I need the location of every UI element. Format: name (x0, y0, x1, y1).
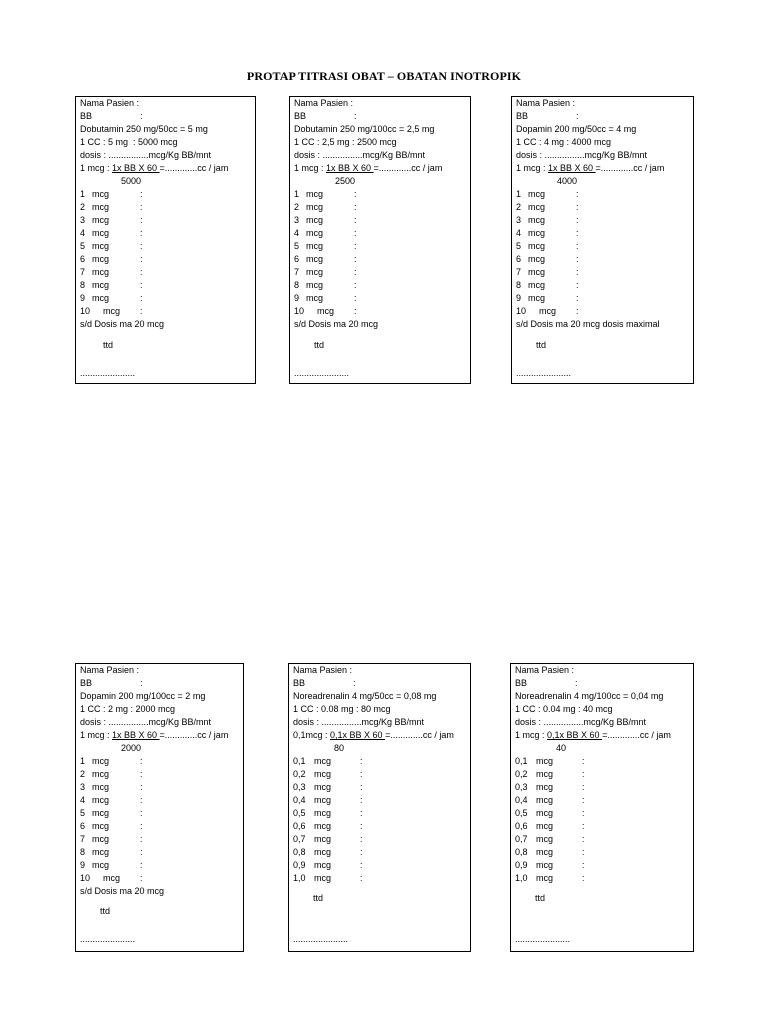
dose-value: 5 (294, 241, 300, 251)
drug-concentration: Dobutamin 250 mg/50cc = 5 mg (80, 124, 208, 134)
signature-label: ttd (535, 893, 546, 903)
dose-unit: mcg (536, 821, 554, 831)
dose-colon: : (360, 821, 363, 831)
dose-value: 0,3 (515, 782, 528, 792)
dose-value: 0,5 (293, 808, 306, 818)
page-title: PROTAP TITRASI OBAT – OBATAN INOTROPIK (246, 69, 522, 83)
signature-line: ...................... (80, 934, 136, 944)
dose-value: 3 (294, 215, 300, 225)
dose-colon: : (582, 821, 585, 831)
dose-colon: : (360, 756, 363, 766)
weight-label: BB (516, 111, 529, 121)
dose-colon: : (354, 267, 357, 277)
cc-conversion: 1 CC : 0.04 mg : 40 mcg (515, 704, 613, 714)
dose-unit: mcg (528, 267, 546, 277)
dose-value: 6 (80, 821, 86, 831)
dose-value: 1,0 (293, 873, 306, 883)
dose-value: 1 (80, 189, 86, 199)
dose-unit: mcg (314, 769, 332, 779)
dose-value: 1 (516, 189, 522, 199)
dose-unit: mcg (306, 202, 324, 212)
weight-label: BB (293, 678, 306, 688)
dose-colon: : (140, 782, 143, 792)
dose-colon: : (140, 795, 143, 805)
dose-colon: : (582, 873, 585, 883)
dose-value: 3 (80, 215, 86, 225)
patient-name-label: Nama Pasien : (80, 98, 140, 108)
formula-result: =.............cc / jam (595, 163, 665, 173)
dose-unit: mcg (92, 293, 110, 303)
patient-name-label: Nama Pasien : (293, 665, 353, 675)
dose-value: 0,1 (293, 756, 306, 766)
dose-unit: mcg (92, 769, 110, 779)
formula-denominator: 4000 (557, 176, 578, 186)
dose-colon: : (576, 293, 579, 303)
signature-label: ttd (103, 340, 114, 350)
dose-unit: mcg (92, 280, 110, 290)
dose-colon: : (140, 189, 143, 199)
dose-colon: : (140, 306, 143, 316)
formula-numerator: 0,1x BB X 60 (547, 730, 603, 740)
dose-unit: mcg (528, 228, 546, 238)
formula-result: =.............cc / jam (159, 730, 229, 740)
formula-numerator: 1x BB X 60 (112, 730, 160, 740)
formula-prefix: 1 mcg : (80, 730, 113, 740)
dose-colon: : (576, 280, 579, 290)
dose-colon: : (576, 202, 579, 212)
dose-unit: mcg (536, 847, 554, 857)
dose-unit: mcg (306, 241, 324, 251)
dose-unit: mcg (317, 306, 335, 316)
dose-value: 7 (80, 834, 86, 844)
signature-line: ...................... (515, 934, 571, 944)
dose-colon: : (582, 756, 585, 766)
dose-unit: mcg (536, 834, 554, 844)
dose-colon: : (140, 215, 143, 225)
formula-prefix: 0,1mcg : (293, 730, 331, 740)
dose-value: 2 (294, 202, 300, 212)
dose-unit: mcg (92, 241, 110, 251)
dose-colon: : (354, 280, 357, 290)
dose-colon: : (354, 215, 357, 225)
dose-field: dosis : ................mcg/Kg BB/mnt (293, 717, 425, 727)
dose-value: 2 (80, 202, 86, 212)
dose-value: 3 (80, 782, 86, 792)
dose-colon: : (582, 860, 585, 870)
dose-colon: : (140, 254, 143, 264)
dose-unit: mcg (92, 834, 110, 844)
dose-colon: : (576, 241, 579, 251)
weight-colon: : (354, 111, 357, 121)
cc-conversion: 1 CC : 0.08 mg : 80 mcg (293, 704, 391, 714)
dose-colon: : (360, 795, 363, 805)
weight-colon: : (140, 678, 143, 688)
cc-conversion: 1 CC : 2 mg : 2000 mcg (80, 704, 176, 714)
dose-unit: mcg (306, 254, 324, 264)
patient-name-label: Nama Pasien : (80, 665, 140, 675)
max-dose-note: s/d Dosis ma 20 mcg (294, 319, 379, 329)
dose-colon: : (354, 306, 357, 316)
dose-colon: : (582, 847, 585, 857)
dose-colon: : (360, 769, 363, 779)
signature-line: ...................... (80, 368, 136, 378)
patient-name-label: Nama Pasien : (516, 98, 576, 108)
dose-colon: : (576, 215, 579, 225)
dose-colon: : (140, 280, 143, 290)
dose-unit: mcg (314, 782, 332, 792)
dose-unit: mcg (528, 280, 546, 290)
signature-line: ...................... (516, 368, 572, 378)
formula-result: =.............cc / jam (385, 730, 454, 740)
dose-unit: mcg (103, 873, 121, 883)
dose-colon: : (354, 254, 357, 264)
dose-colon: : (576, 228, 579, 238)
dose-unit: mcg (92, 847, 110, 857)
titration-card (289, 96, 471, 384)
drug-concentration: Dopamin 200 mg/100cc = 2 mg (80, 691, 206, 701)
dose-colon: : (140, 834, 143, 844)
dose-colon: : (140, 202, 143, 212)
dose-colon: : (354, 293, 357, 303)
dose-value: 1 (294, 189, 300, 199)
dose-value: 0,5 (515, 808, 528, 818)
dose-colon: : (140, 228, 143, 238)
formula-numerator: 0,1x BB X 60 (330, 730, 386, 740)
titration-card (511, 96, 694, 384)
dose-value: 4 (80, 795, 86, 805)
dose-value: 5 (516, 241, 522, 251)
cc-conversion: 1 CC : 2,5 mg : 2500 mcg (294, 137, 397, 147)
rate-formula (80, 162, 228, 175)
cc-conversion: 1 CC : 5 mg : 5000 mcg (80, 137, 178, 147)
dose-unit: mcg (314, 834, 332, 844)
dose-unit: mcg (92, 254, 110, 264)
weight-label: BB (515, 678, 528, 688)
dose-unit: mcg (306, 267, 324, 277)
dose-value: 0,2 (515, 769, 528, 779)
titration-card (510, 663, 694, 952)
dose-unit: mcg (314, 795, 332, 805)
dose-unit: mcg (314, 821, 332, 831)
dose-value: 0,4 (293, 795, 306, 805)
dose-value: 10 (80, 873, 91, 883)
weight-colon: : (353, 678, 356, 688)
signature-label: ttd (314, 340, 325, 350)
formula-prefix: 1 mcg : (516, 163, 549, 173)
dose-colon: : (354, 189, 357, 199)
dose-value: 2 (516, 202, 522, 212)
dose-colon: : (354, 228, 357, 238)
signature-label: ttd (313, 893, 324, 903)
dose-value: 0,9 (293, 860, 306, 870)
dose-value: 7 (516, 267, 522, 277)
dose-unit: mcg (536, 769, 554, 779)
cc-conversion: 1 CC : 4 mg : 4000 mcg (516, 137, 612, 147)
dose-colon: : (360, 847, 363, 857)
drug-concentration: Dopamin 200 mg/50cc = 4 mg (516, 124, 637, 134)
dose-value: 9 (294, 293, 300, 303)
dose-value: 0,7 (293, 834, 306, 844)
dose-colon: : (140, 847, 143, 857)
dose-unit: mcg (528, 254, 546, 264)
dose-value: 7 (294, 267, 300, 277)
dose-value: 6 (80, 254, 86, 264)
dose-value: 8 (294, 280, 300, 290)
dose-value: 9 (516, 293, 522, 303)
dose-unit: mcg (536, 808, 554, 818)
rate-formula (516, 162, 664, 175)
rate-formula (294, 162, 442, 175)
dose-value: 10 (516, 306, 527, 316)
titration-card (75, 663, 244, 952)
dose-colon: : (576, 189, 579, 199)
dose-unit: mcg (536, 782, 554, 792)
dose-unit: mcg (92, 795, 110, 805)
signature-label: ttd (100, 906, 111, 916)
dose-unit: mcg (92, 808, 110, 818)
dose-value: 0,2 (293, 769, 306, 779)
dose-value: 0,3 (293, 782, 306, 792)
dose-value: 6 (294, 254, 300, 264)
formula-result: =.............cc / jam (602, 730, 671, 740)
dose-unit: mcg (92, 228, 110, 238)
dose-unit: mcg (314, 873, 332, 883)
dose-colon: : (360, 873, 363, 883)
weight-label: BB (80, 111, 93, 121)
formula-denominator: 5000 (121, 176, 142, 186)
dose-value: 4 (294, 228, 300, 238)
dose-value: 0,8 (293, 847, 306, 857)
dose-unit: mcg (92, 189, 110, 199)
dose-value: 5 (80, 808, 86, 818)
dose-unit: mcg (536, 873, 554, 883)
dose-unit: mcg (528, 293, 546, 303)
rate-formula (515, 729, 671, 742)
dose-colon: : (354, 202, 357, 212)
dose-unit: mcg (306, 228, 324, 238)
dose-value: 10 (80, 306, 91, 316)
dose-colon: : (582, 782, 585, 792)
dose-unit: mcg (536, 860, 554, 870)
drug-concentration: Dobutamin 250 mg/100cc = 2,5 mg (294, 124, 435, 134)
dose-value: 7 (80, 267, 86, 277)
dose-unit: mcg (92, 202, 110, 212)
dose-value: 0,9 (515, 860, 528, 870)
dose-value: 0,1 (515, 756, 528, 766)
dose-colon: : (140, 873, 143, 883)
dose-colon: : (140, 293, 143, 303)
dose-value: 3 (516, 215, 522, 225)
signature-label: ttd (536, 340, 547, 350)
dose-value: 10 (294, 306, 305, 316)
formula-result: =.............cc / jam (373, 163, 443, 173)
dose-unit: mcg (536, 756, 554, 766)
dose-field: dosis : ................mcg/Kg BB/mnt (294, 150, 426, 160)
dose-value: 1 (80, 756, 86, 766)
dose-value: 5 (80, 241, 86, 251)
dose-colon: : (354, 241, 357, 251)
dose-value: 6 (516, 254, 522, 264)
dose-value: 1,0 (515, 873, 528, 883)
dose-value: 8 (80, 280, 86, 290)
dose-colon: : (360, 834, 363, 844)
dose-unit: mcg (314, 756, 332, 766)
dose-unit: mcg (528, 202, 546, 212)
max-dose-note: s/d Dosis ma 20 mcg dosis maximal (516, 319, 660, 329)
dose-unit: mcg (92, 756, 110, 766)
dose-colon: : (582, 808, 585, 818)
dose-unit: mcg (539, 306, 557, 316)
dose-value: 4 (516, 228, 522, 238)
dose-unit: mcg (528, 215, 546, 225)
drug-concentration: Noreadrenalin 4 mg/50cc = 0,08 mg (293, 691, 437, 701)
dose-value: 9 (80, 860, 86, 870)
dose-unit: mcg (306, 280, 324, 290)
dose-value: 0,7 (515, 834, 528, 844)
weight-label: BB (80, 678, 93, 688)
formula-denominator: 80 (334, 743, 345, 753)
dose-value: 0,8 (515, 847, 528, 857)
weight-colon: : (140, 111, 143, 121)
max-dose-note: s/d Dosis ma 20 mcg (80, 319, 165, 329)
weight-colon: : (576, 111, 579, 121)
dose-colon: : (360, 860, 363, 870)
dose-unit: mcg (536, 795, 554, 805)
dose-colon: : (576, 254, 579, 264)
formula-denominator: 2000 (121, 743, 142, 753)
dose-value: 8 (516, 280, 522, 290)
dose-unit: mcg (92, 860, 110, 870)
dose-unit: mcg (92, 215, 110, 225)
formula-numerator: 1x BB X 60 (548, 163, 596, 173)
dose-colon: : (140, 267, 143, 277)
dose-colon: : (360, 782, 363, 792)
dose-unit: mcg (306, 293, 324, 303)
dose-unit: mcg (528, 241, 546, 251)
dose-value: 8 (80, 847, 86, 857)
dose-unit: mcg (306, 189, 324, 199)
titration-card (288, 663, 471, 952)
dose-unit: mcg (92, 821, 110, 831)
rate-formula (80, 729, 228, 742)
dose-unit: mcg (306, 215, 324, 225)
dose-colon: : (582, 834, 585, 844)
dose-colon: : (140, 769, 143, 779)
dose-colon: : (140, 756, 143, 766)
drug-concentration: Noreadrenalin 4 mg/100cc = 0,04 mg (515, 691, 664, 701)
formula-prefix: 1 mcg : (294, 163, 327, 173)
patient-name-label: Nama Pasien : (515, 665, 575, 675)
dose-value: 0,6 (293, 821, 306, 831)
dose-unit: mcg (314, 847, 332, 857)
dose-field: dosis : ................mcg/Kg BB/mnt (80, 717, 212, 727)
formula-denominator: 2500 (335, 176, 356, 186)
dose-colon: : (140, 808, 143, 818)
dose-value: 0,4 (515, 795, 528, 805)
formula-numerator: 1x BB X 60 (112, 163, 160, 173)
dose-value: 9 (80, 293, 86, 303)
dose-unit: mcg (103, 306, 121, 316)
dose-value: 2 (80, 769, 86, 779)
dose-value: 4 (80, 228, 86, 238)
patient-name-label: Nama Pasien : (294, 98, 354, 108)
dose-field: dosis : ................mcg/Kg BB/mnt (515, 717, 647, 727)
formula-result: =.............cc / jam (159, 163, 229, 173)
max-dose-note: s/d Dosis ma 20 mcg (80, 886, 165, 896)
dose-field: dosis : ................mcg/Kg BB/mnt (516, 150, 648, 160)
dose-field: dosis : ................mcg/Kg BB/mnt (80, 150, 212, 160)
dose-unit: mcg (92, 267, 110, 277)
formula-prefix: 1 mcg : (515, 730, 548, 740)
rate-formula (293, 729, 454, 742)
formula-denominator: 40 (556, 743, 567, 753)
signature-line: ...................... (293, 934, 349, 944)
dose-colon: : (582, 795, 585, 805)
dose-colon: : (140, 860, 143, 870)
dose-colon: : (576, 306, 579, 316)
dose-unit: mcg (92, 782, 110, 792)
dose-colon: : (140, 241, 143, 251)
dose-unit: mcg (314, 860, 332, 870)
dose-colon: : (360, 808, 363, 818)
dose-colon: : (576, 267, 579, 277)
dose-unit: mcg (528, 189, 546, 199)
signature-line: ...................... (294, 368, 350, 378)
formula-numerator: 1x BB X 60 (326, 163, 374, 173)
titration-card (75, 96, 256, 384)
weight-label: BB (294, 111, 307, 121)
formula-prefix: 1 mcg : (80, 163, 113, 173)
dose-colon: : (140, 821, 143, 831)
weight-colon: : (575, 678, 578, 688)
dose-value: 0,6 (515, 821, 528, 831)
dose-colon: : (582, 769, 585, 779)
dose-unit: mcg (314, 808, 332, 818)
